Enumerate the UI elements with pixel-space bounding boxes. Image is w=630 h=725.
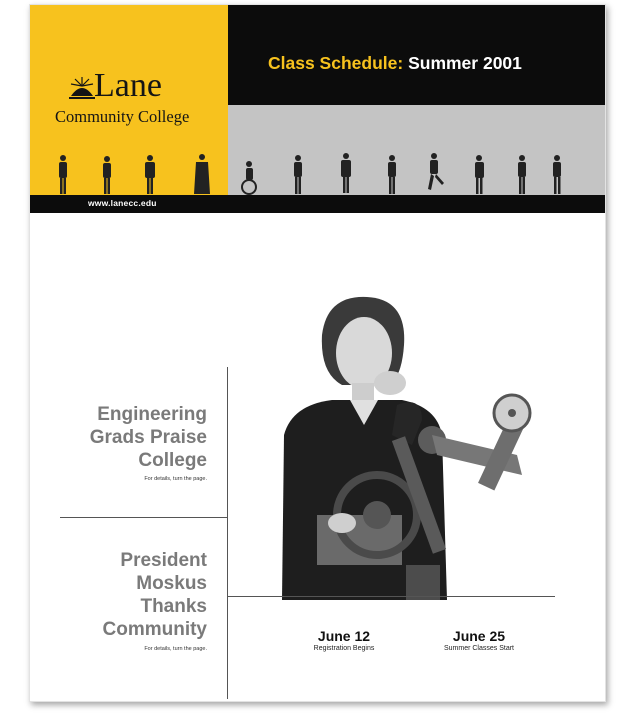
headline-line: Community (102, 619, 207, 640)
date-registration-label: Registration Begins (313, 645, 375, 652)
website-url: www.lanecc.edu (88, 198, 157, 208)
schedule-cover (29, 4, 606, 702)
headline-line: Moskus (136, 573, 207, 594)
date-classes-start: June 25 (452, 628, 506, 644)
person-figure (194, 154, 210, 194)
story-divider (60, 517, 228, 518)
title-season: Summer 2001 (408, 53, 522, 73)
dates-divider (227, 596, 555, 597)
story-headline-engineering (37, 403, 207, 472)
person-figure (428, 153, 444, 190)
story-note: For details, turn the page. (144, 646, 207, 652)
student-robot-photo (272, 295, 572, 600)
story-headline-president (37, 549, 207, 641)
lane-logo (53, 69, 213, 129)
headline-line: Thanks (140, 596, 207, 617)
date-registration: June 12 (317, 628, 371, 644)
headline-line: Grads Praise (89, 427, 207, 448)
title-prefix: Class Schedule: (268, 53, 404, 73)
cover-title (268, 53, 522, 74)
headline-line: College (138, 450, 207, 471)
person-figure (59, 155, 67, 194)
person-figure (294, 155, 302, 194)
person-figure (475, 155, 484, 194)
people-silhouettes (30, 151, 605, 197)
person-figure (145, 155, 155, 194)
person-figure (103, 156, 111, 194)
date-classes-start-label: Summer Classes Start (443, 645, 515, 652)
headline-line: Engineering (97, 404, 207, 425)
column-divider (227, 367, 228, 699)
logo-subtitle: Community College (55, 107, 190, 126)
sunburst-icon (67, 75, 97, 99)
person-figure (518, 155, 526, 194)
person-figure (242, 161, 256, 194)
logo-name: Lane (94, 67, 162, 104)
story-note: For details, turn the page. (144, 476, 207, 482)
headline-line: President (120, 550, 207, 571)
person-figure (341, 153, 351, 193)
person-figure (388, 155, 396, 194)
person-figure (553, 155, 561, 194)
